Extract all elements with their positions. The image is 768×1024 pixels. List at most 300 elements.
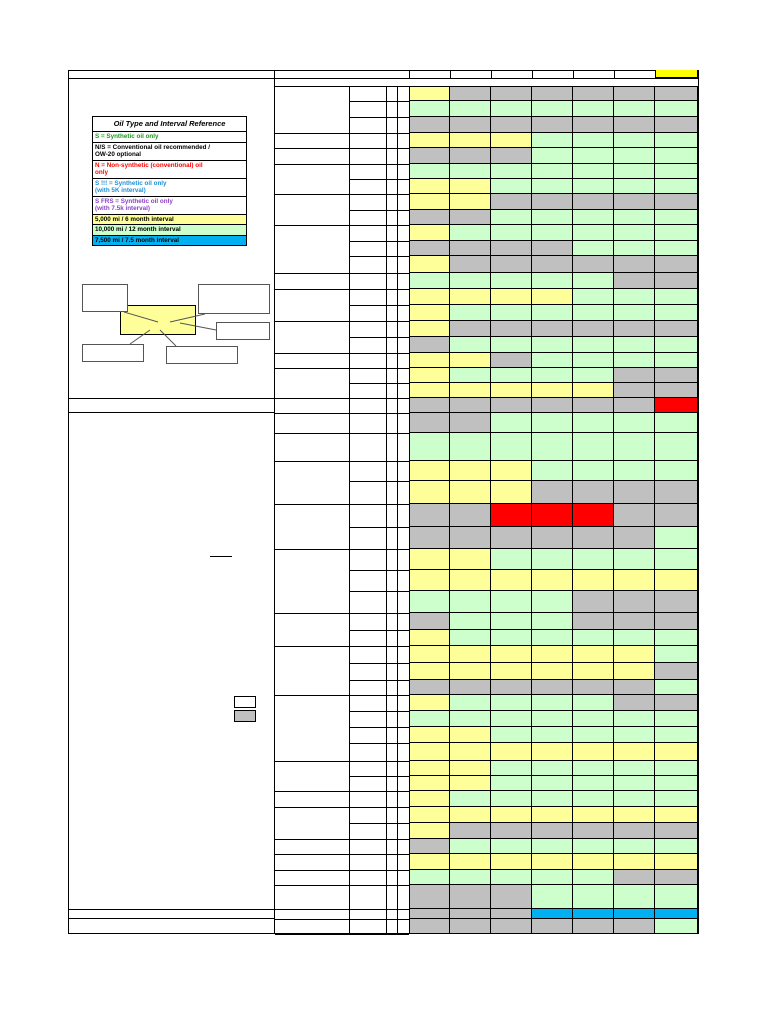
row-line xyxy=(349,273,409,274)
row-line xyxy=(349,591,409,592)
grid-cell xyxy=(614,194,655,210)
row-line xyxy=(349,337,409,338)
grid-cell xyxy=(614,549,655,570)
grid-cell xyxy=(532,179,573,194)
legend-item: S !!! = Synthetic oil only (with 5K interval) xyxy=(93,179,246,197)
grid-cell xyxy=(614,133,655,148)
legend-item: S FRS = Synthetic oil only (with 7.5k interval) xyxy=(93,197,246,215)
grid-cell xyxy=(409,321,450,337)
grid-cell xyxy=(532,711,573,727)
grid-cell xyxy=(532,839,573,854)
row-line xyxy=(349,743,409,744)
group-line xyxy=(275,549,350,550)
grid-cell xyxy=(614,570,655,591)
frame-left xyxy=(68,70,69,934)
grid-cell xyxy=(614,591,655,613)
grid-cell xyxy=(614,241,655,256)
grid-cell xyxy=(614,727,655,743)
grid-cell xyxy=(573,630,614,646)
grid-cell xyxy=(532,727,573,743)
grid-cell xyxy=(655,527,698,549)
grid-top-edge xyxy=(409,86,698,87)
grid-cell xyxy=(450,695,491,711)
grid-cell xyxy=(409,133,450,148)
grid-cell xyxy=(573,919,614,934)
grid-cell xyxy=(573,101,614,117)
legend-item: 7,500 mi / 7.5 month interval xyxy=(93,236,246,246)
grid-cell xyxy=(655,663,698,680)
grid-cell xyxy=(491,164,532,179)
grid-cell xyxy=(655,695,698,711)
grid-cell xyxy=(532,549,573,570)
grid-cell xyxy=(532,337,573,353)
grid-cell xyxy=(532,870,573,885)
callout-right xyxy=(216,322,270,340)
row-line xyxy=(349,164,409,165)
group-line xyxy=(275,353,350,354)
grid-cell xyxy=(655,368,698,383)
group-line xyxy=(275,839,350,840)
group-line xyxy=(275,225,350,226)
callout-bottom-right xyxy=(166,346,238,364)
grid-cell xyxy=(450,148,491,164)
grid-cell xyxy=(532,909,573,919)
grid-cell xyxy=(450,164,491,179)
grid-cell xyxy=(450,273,491,289)
grid-cell xyxy=(655,413,698,433)
grid-cell xyxy=(614,909,655,919)
row-line xyxy=(349,663,409,664)
group-line xyxy=(275,321,350,322)
grid-cell xyxy=(573,148,614,164)
grid-cell xyxy=(532,591,573,613)
group-line xyxy=(275,646,350,647)
grid-cell xyxy=(491,761,532,776)
grid-cell xyxy=(450,353,491,368)
grid-cell xyxy=(614,353,655,368)
grid-cell xyxy=(450,776,491,791)
legend-item: N/S = Conventional oil recommended / OW-20 optional xyxy=(93,143,246,161)
grid-cell xyxy=(532,117,573,133)
header-highlight-cell xyxy=(655,70,698,78)
grid-cell xyxy=(450,210,491,225)
grid-cell xyxy=(655,854,698,870)
grid-cell xyxy=(409,413,450,433)
grid-cell xyxy=(532,481,573,504)
grid-cell xyxy=(573,86,614,101)
grid-cell xyxy=(614,854,655,870)
grid-cell xyxy=(532,210,573,225)
grid-cell xyxy=(450,807,491,823)
grid-cell xyxy=(409,663,450,680)
grid-cell xyxy=(655,289,698,305)
section-divider-3 xyxy=(68,909,275,910)
grid-cell xyxy=(532,383,573,398)
grid-cell xyxy=(655,179,698,194)
grid-cell xyxy=(491,695,532,711)
grid-cell xyxy=(450,194,491,210)
grid-cell xyxy=(655,727,698,743)
grid-cell xyxy=(491,711,532,727)
legend-item: S = Synthetic oil only xyxy=(93,132,246,143)
grid-cell xyxy=(655,839,698,854)
grid-cell xyxy=(573,761,614,776)
row-line xyxy=(349,481,409,482)
grid-cell xyxy=(614,256,655,273)
grid-cell xyxy=(573,461,614,481)
grid-cell xyxy=(655,241,698,256)
grid-cell xyxy=(655,353,698,368)
grid-cell xyxy=(450,504,491,527)
grid-cell xyxy=(450,663,491,680)
grid-cell xyxy=(614,919,655,934)
grid-cell xyxy=(655,86,698,101)
grid-cell xyxy=(532,761,573,776)
grid-cell xyxy=(450,117,491,133)
grid-cell xyxy=(409,337,450,353)
header-col-tick xyxy=(450,70,451,79)
row-line xyxy=(349,413,409,414)
grid-cell xyxy=(573,413,614,433)
grid-cell xyxy=(614,630,655,646)
grid-cell xyxy=(450,368,491,383)
grid-cell xyxy=(614,823,655,839)
grid-cell xyxy=(450,481,491,504)
grid-cell xyxy=(491,241,532,256)
grid-cell xyxy=(655,101,698,117)
callout-center xyxy=(120,305,196,335)
row-line xyxy=(349,823,409,824)
grid-cell xyxy=(491,148,532,164)
row-line xyxy=(349,148,409,149)
group-line xyxy=(275,695,350,696)
grid-cell xyxy=(491,823,532,839)
row-line xyxy=(349,807,409,808)
grid-cell xyxy=(573,695,614,711)
grid-cell xyxy=(573,504,614,527)
grid-cell xyxy=(655,481,698,504)
grid-cell xyxy=(450,289,491,305)
grid-cell xyxy=(655,305,698,321)
grid-cell xyxy=(655,680,698,695)
grid-cell xyxy=(491,179,532,194)
grid-cell xyxy=(491,321,532,337)
short-underline xyxy=(210,556,232,557)
grid-cell xyxy=(614,481,655,504)
grid-cell xyxy=(450,591,491,613)
row-line xyxy=(349,613,409,614)
row-line xyxy=(349,885,409,886)
grid-cell xyxy=(491,433,532,461)
row-line xyxy=(349,680,409,681)
callout-bottom-left xyxy=(82,344,144,362)
grid-cell xyxy=(573,909,614,919)
grid-cell xyxy=(573,337,614,353)
grid-cell xyxy=(532,663,573,680)
grid-cell xyxy=(491,383,532,398)
grid-cell xyxy=(532,256,573,273)
grid-cell xyxy=(573,133,614,148)
grid-cell xyxy=(655,630,698,646)
group-line xyxy=(275,504,350,505)
grid-cell xyxy=(450,570,491,591)
grid-cell xyxy=(450,680,491,695)
callout-top-left xyxy=(82,284,128,312)
grid-cell xyxy=(614,870,655,885)
frame-top xyxy=(68,70,698,71)
row-line xyxy=(349,461,409,462)
grid-cell xyxy=(532,194,573,210)
grid-cell xyxy=(409,179,450,194)
grid-cell xyxy=(573,807,614,823)
grid-cell xyxy=(409,885,450,909)
group-line xyxy=(275,433,350,434)
grid-cell xyxy=(450,630,491,646)
grid-cell xyxy=(655,613,698,630)
grid-cell xyxy=(491,256,532,273)
grid-cell xyxy=(532,461,573,481)
grid-cell xyxy=(614,680,655,695)
row-line xyxy=(349,305,409,306)
group-line xyxy=(275,194,350,195)
grid-cell xyxy=(491,337,532,353)
left-col-divider xyxy=(274,70,275,934)
header-col-tick xyxy=(491,70,492,79)
grid-cell xyxy=(491,630,532,646)
grid-cell xyxy=(614,413,655,433)
grid-cell xyxy=(614,179,655,194)
grid-cell xyxy=(409,481,450,504)
grid-cell xyxy=(532,680,573,695)
grid-cell xyxy=(491,727,532,743)
grid-cell xyxy=(655,398,698,413)
grid-cell xyxy=(450,727,491,743)
grid-cell xyxy=(409,241,450,256)
grid-cell xyxy=(450,133,491,148)
grid-cell xyxy=(450,549,491,570)
grid-cell xyxy=(573,241,614,256)
grid-cell xyxy=(450,711,491,727)
grid-cell xyxy=(655,909,698,919)
group-line xyxy=(275,909,350,910)
grid-cell xyxy=(491,909,532,919)
grid-cell xyxy=(491,273,532,289)
grid-cell xyxy=(532,164,573,179)
grid-cell xyxy=(491,461,532,481)
grid-cell xyxy=(573,549,614,570)
grid-cell xyxy=(491,776,532,791)
grid-cell xyxy=(655,791,698,807)
header-col-tick xyxy=(655,70,656,79)
grid-cell xyxy=(532,504,573,527)
grid-cell xyxy=(450,854,491,870)
grid-cell xyxy=(614,839,655,854)
row-line xyxy=(349,179,409,180)
grid-cell xyxy=(573,433,614,461)
grid-cell xyxy=(655,383,698,398)
grid-cell xyxy=(655,885,698,909)
grid-cell xyxy=(491,481,532,504)
grid-cell xyxy=(614,761,655,776)
grid-cell xyxy=(573,791,614,807)
oil-type-legend xyxy=(92,116,247,246)
grid-cell xyxy=(491,570,532,591)
grid-cell xyxy=(573,256,614,273)
row-line xyxy=(349,241,409,242)
grid-cell xyxy=(450,398,491,413)
grid-cell xyxy=(532,919,573,934)
grid-cell xyxy=(655,273,698,289)
grid-cell xyxy=(573,613,614,630)
grid-cell xyxy=(491,549,532,570)
grid-cell xyxy=(409,289,450,305)
grid-cell xyxy=(532,241,573,256)
legend-item: N = Non-synthetic (conventional) oil only xyxy=(93,161,246,179)
grid-cell xyxy=(655,776,698,791)
grid-cell xyxy=(409,210,450,225)
grid-cell xyxy=(655,591,698,613)
grid-cell xyxy=(450,305,491,321)
grid-cell xyxy=(573,680,614,695)
grid-cell xyxy=(532,273,573,289)
group-line xyxy=(275,885,350,886)
grid-cell xyxy=(614,368,655,383)
grid-cell xyxy=(409,909,450,919)
row-line xyxy=(349,839,409,840)
grid-cell xyxy=(450,761,491,776)
grid-cell xyxy=(450,791,491,807)
grid-cell xyxy=(409,854,450,870)
legend-rows xyxy=(93,132,246,245)
grid-cell xyxy=(614,398,655,413)
grid-cell xyxy=(409,761,450,776)
header-col-tick xyxy=(614,70,615,79)
grid-cell xyxy=(573,646,614,663)
header-col-tick xyxy=(409,70,410,79)
grid-cell xyxy=(409,823,450,839)
grid-cell xyxy=(655,743,698,761)
grid-cell xyxy=(573,591,614,613)
grid-cell xyxy=(573,398,614,413)
grid-cell xyxy=(655,321,698,337)
grid-cell xyxy=(532,646,573,663)
group-line xyxy=(275,870,350,871)
grid-cell xyxy=(450,527,491,549)
grid-cell xyxy=(450,461,491,481)
grid-cell xyxy=(614,117,655,133)
grid-cell xyxy=(491,86,532,101)
row-line xyxy=(349,527,409,528)
grid-cell xyxy=(491,919,532,934)
grid-cell xyxy=(655,117,698,133)
group-line xyxy=(275,934,350,935)
grid-cell xyxy=(655,225,698,241)
grid-cell xyxy=(409,807,450,823)
grid-cell xyxy=(532,613,573,630)
grid-cell xyxy=(614,321,655,337)
grid-cell xyxy=(573,368,614,383)
grid-cell xyxy=(409,194,450,210)
row-line xyxy=(349,133,409,134)
row-line xyxy=(349,870,409,871)
grid-cell xyxy=(409,225,450,241)
row-line xyxy=(349,549,409,550)
grid-cell xyxy=(614,613,655,630)
grid-cell xyxy=(655,823,698,839)
grid-cell xyxy=(573,321,614,337)
grid-cell xyxy=(491,743,532,761)
grid-cell xyxy=(573,570,614,591)
grid-cell xyxy=(491,133,532,148)
group-line xyxy=(275,761,350,762)
grid-cell xyxy=(450,225,491,241)
grid-cell xyxy=(614,210,655,225)
gray-swatch xyxy=(234,710,256,722)
grid-cell xyxy=(655,164,698,179)
grid-cell xyxy=(573,711,614,727)
grid-cell xyxy=(409,527,450,549)
grid-cell xyxy=(409,504,450,527)
grid-cell xyxy=(532,630,573,646)
grid-cell xyxy=(532,353,573,368)
grid-cell xyxy=(573,885,614,909)
row-line xyxy=(349,289,409,290)
grid-cell xyxy=(614,305,655,321)
grid-cell xyxy=(573,527,614,549)
grid-cell xyxy=(573,305,614,321)
grid-cell xyxy=(450,241,491,256)
header-underline xyxy=(68,78,698,79)
callout-top-right xyxy=(198,284,270,314)
grid-cell xyxy=(614,504,655,527)
grid-cell xyxy=(614,663,655,680)
grid-cell xyxy=(491,368,532,383)
grid-cell xyxy=(491,854,532,870)
grid-cell xyxy=(409,383,450,398)
grid-cell xyxy=(409,919,450,934)
grid-cell xyxy=(614,164,655,179)
grid-cell xyxy=(573,663,614,680)
row-line xyxy=(349,727,409,728)
legend-item: 5,000 mi / 6 month interval xyxy=(93,215,246,226)
row-line xyxy=(349,321,409,322)
blank-swatch xyxy=(234,696,256,708)
grid-cell xyxy=(614,225,655,241)
grid-cell xyxy=(491,870,532,885)
grid-cell xyxy=(614,646,655,663)
grid-cell xyxy=(491,413,532,433)
row-line xyxy=(349,791,409,792)
grid-cell xyxy=(409,101,450,117)
grid-cell xyxy=(491,680,532,695)
grid-cell xyxy=(614,148,655,164)
grid-cell xyxy=(532,305,573,321)
grid-cell xyxy=(450,383,491,398)
grid-cell xyxy=(655,210,698,225)
row-line xyxy=(349,934,409,935)
group-line xyxy=(275,273,350,274)
grid-cell xyxy=(491,807,532,823)
grid-cell xyxy=(450,179,491,194)
row-line xyxy=(349,504,409,505)
row-line xyxy=(349,570,409,571)
grid-cell xyxy=(573,776,614,791)
row-line xyxy=(349,256,409,257)
grid-cell xyxy=(491,504,532,527)
grid-cell xyxy=(532,133,573,148)
grid-cell xyxy=(532,321,573,337)
grid-cell xyxy=(450,919,491,934)
